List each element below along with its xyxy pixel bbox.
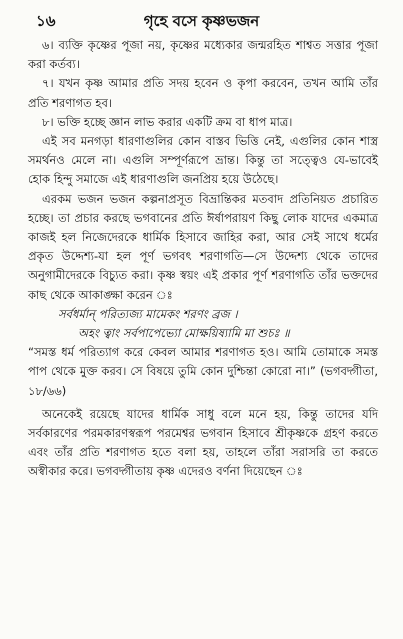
sanskrit-verse	[28, 305, 378, 343]
paragraph-point-7: ৭। যখন কৃষ্ণ আমার প্রতি সদয় হবেন ও কৃপা করবেন, তখন আমি তাঁর প্রতি শরণাগত হব।	[28, 76, 378, 110]
running-title: গৃহে বসে কৃষ্ণভজন	[143, 12, 260, 30]
paragraph-pious-persons: অনেকেই রয়েছে যাদের ধার্মিক সাধু বলে মনে হয়, কিন্তু তাদের যদি সর্বকারণের পরমকারণস্বরূপ পরমেশ্বর ভগবান হিসাবে শ্রীকৃষ্ণকে গ্রহণ করতে এবং তাঁর প্রতি শরণাগত হতে বলা হয়, তাহলে তাঁরা সরাসরি তা করতে অস্বীকার করে। ভগবদ্গীতায় কৃষ্ণ এদেরও বর্ণনা দিয়েছেন ঃ	[28, 406, 378, 479]
verse-line-1: সর্বধর্মান্ পরিত্যজ্য মামেকং শরণং ব্রজ ।	[58, 306, 238, 321]
paragraph-propaganda: এরকম ভজন ভজন কল্পনাপ্রসূত বিভ্রান্তিকর মতবাদ প্রতিনিয়ত প্রচারিত হচ্ছে। তা প্রচার করছে ভগবানের প্রতি ঈর্ষাপরায়ণ কিছু লোক যাদের একমাত্র কাজই হল নিজেদেরকে ধার্মিক হিসাবে জাহির করা, আর সেই সাথে ধর্মের প্রকৃত উদ্দেশ্য-যা হল পূর্ণ ভগবৎ শরণাগতি—সে উদ্দেশ্য থেকে তাদের অনুগামীদেরকে বিচ্যুত করা। কৃষ্ণ স্বয়ং এই প্রকার পূর্ণ শরণাগতি তাঁর ভক্তদের কাছ থেকে আকাঙ্ক্ষা করেন ঃ	[28, 191, 378, 302]
page-body	[28, 36, 378, 482]
paragraph-verse-translation: “সমস্ত ধর্ম পরিত্যাগ করে কেবল আমার শরণাগত হও। আমি তোমাকে সমস্ত পাপ থেকে মুক্ত করব। সে বিষয়ে তুমি কোন দুশ্চিন্তা কোরো না।” (ভগবদ্গীতা, ১৮/৬৬)	[28, 345, 378, 398]
paragraph-point-8: ৮। ভক্তি হচ্ছে জ্ঞান লাভ করার একটি ক্রম বা ধাপ মাত্র।	[42, 114, 293, 129]
verse-line-2: অহং ত্বাং সর্বপাপেভ্যো মোক্ষয়িষ্যামি মা শুচঃ ॥	[78, 326, 290, 341]
paragraph-point-6: ৬। ব্যক্তি কৃষ্ণের পূজা নয়, কৃষ্ণের মধ্যেকার জন্মরহিত শাশ্বত সত্তার পূজা করা কর্তব্য।	[28, 38, 378, 72]
page-header	[0, 6, 403, 32]
paragraph-misconceptions: এই সব মনগড়া ধারণাগুলির কোন বাস্তব ভিত্তি নেই, এগুলির কোন শাস্ত্র সমর্থনও মেলে না। এগুলি সম্পূর্ণরূপে ভ্রান্ত। কিন্তু তা সত্ত্বেও যে-ভাবেই হোক হিন্দু সমাজে এই ধারণাগুলি জনপ্রিয় হয়ে উঠেছে।	[28, 134, 378, 187]
page-number: ১৬	[36, 12, 56, 30]
